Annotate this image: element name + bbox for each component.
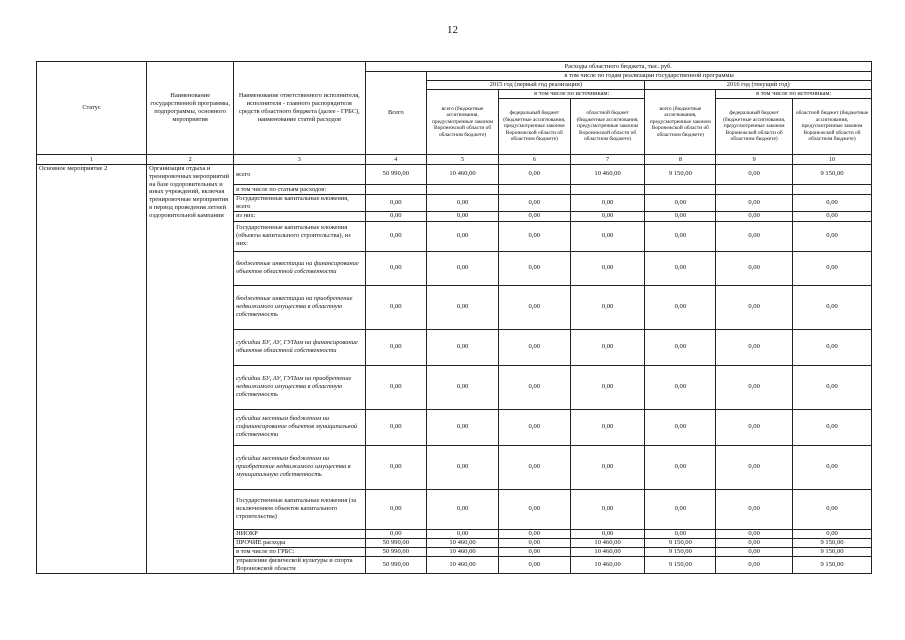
value-cell: 10 460,00 [427,165,499,185]
budget-table [36,61,872,574]
value-cell: 0,00 [645,529,716,538]
value-cell: 9 150,00 [645,547,716,556]
column-number: 1 [37,155,147,165]
column-number: 5 [427,155,499,165]
page-number: 12 [447,24,458,36]
value-cell: 0,00 [365,409,427,445]
value-cell: 0,00 [427,489,499,529]
value-cell: 0,00 [427,211,499,221]
row-label: ПРОЧИЕ расходы [234,538,365,547]
column-number: 7 [570,155,645,165]
value-cell: 0,00 [498,538,570,547]
value-cell: 0,00 [365,285,427,329]
header-2015-federal: федеральный бюджет (бюджетные ассигнования, предусмотренные законом Воронежской области об областном бюджете) [498,99,570,155]
value-cell: 0,00 [716,285,793,329]
value-cell: 0,00 [427,221,499,251]
column-number: 4 [365,155,427,165]
value-cell: 0,00 [365,445,427,489]
value-cell [365,185,427,195]
value-cell [570,185,645,195]
program-name-cell: Организация отдыха и тренировочных мероприятий на базе оздоровительных и иных учреждений, включая тренировочные мероприятия в период проведения летней оздоровительной кампании [147,165,234,574]
value-cell: 0,00 [716,329,793,365]
value-cell: 50 990,00 [365,547,427,556]
row-label: субсидии БУ, АУ, ГУПам на приобретение недвижимого имущества в областную собственность [234,365,365,409]
header-2016-regional: областной бюджет (бюджетные ассигнования, предусмотренные законом Воронежской области об областном бюджете) [793,99,872,155]
header-status: Статус [37,62,147,155]
value-cell: 9 150,00 [793,165,872,185]
row-label: бюджетные инвестиции на финансирование объектов областной собственности [234,251,365,285]
value-cell: 0,00 [716,221,793,251]
value-cell [716,185,793,195]
value-cell: 0,00 [716,529,793,538]
row-label: бюджетные инвестиции на приобретение недвижимого имущества в областную собственность [234,285,365,329]
header-executor: Наименование ответственного исполнителя, исполнителя - главного распорядителя средств областного бюджета (далее - ГРБС), наименование статей расходов [234,62,365,155]
header-2016-federal: федеральный бюджет (бюджетные ассигнования, предусмотренные законом Воронежской области об областном бюджете) [716,99,793,155]
value-cell: 10 460,00 [570,556,645,573]
header-total: Всего [365,72,427,155]
row-label: НИОКР [234,529,365,538]
row-label: субсидии местным бюджетам на софинансирование объектов муниципальной собственности [234,409,365,445]
value-cell: 0,00 [570,285,645,329]
value-cell: 0,00 [427,365,499,409]
column-number: 10 [793,155,872,165]
value-cell: 0,00 [645,489,716,529]
value-cell: 0,00 [645,195,716,212]
value-cell: 0,00 [793,529,872,538]
header-by-years: в том числе по годам реализации государственной программы [427,72,872,81]
table-row [37,165,872,185]
row-label: всего [234,165,365,185]
row-label: в том числе по ГРБС: [234,547,365,556]
value-cell: 10 460,00 [427,556,499,573]
column-number: 8 [645,155,716,165]
value-cell: 0,00 [645,211,716,221]
header-2015-regional: областной бюджет (бюджетные ассигнования, предусмотренные законом Воронежской области об областном бюджете) [570,99,645,155]
value-cell: 0,00 [716,195,793,212]
row-label: Государственные капитальные вложения (за исключением объектов капитального строительства) [234,489,365,529]
value-cell [427,185,499,195]
value-cell: 0,00 [570,195,645,212]
value-cell: 0,00 [365,529,427,538]
value-cell: 0,00 [716,538,793,547]
value-cell: 0,00 [645,409,716,445]
value-cell: 0,00 [498,556,570,573]
value-cell: 0,00 [570,489,645,529]
value-cell: 0,00 [427,251,499,285]
header-2016-total-alloc: всего (бюджетные ассигнования, предусмотренные законом Воронежской области об областном бюджете) [645,90,716,155]
value-cell: 0,00 [570,329,645,365]
value-cell: 50 990,00 [365,538,427,547]
value-cell: 9 150,00 [645,165,716,185]
value-cell: 0,00 [498,365,570,409]
value-cell: 9 150,00 [793,547,872,556]
value-cell: 9 150,00 [645,538,716,547]
value-cell: 0,00 [427,445,499,489]
value-cell: 0,00 [498,409,570,445]
column-number: 6 [498,155,570,165]
value-cell: 0,00 [570,409,645,445]
header-2016-sources: в том числе по источникам: [716,90,872,99]
value-cell: 0,00 [645,365,716,409]
column-number: 2 [147,155,234,165]
value-cell: 0,00 [716,365,793,409]
value-cell: 50 990,00 [365,556,427,573]
value-cell: 10 460,00 [427,547,499,556]
value-cell: 50 990,00 [365,165,427,185]
value-cell: 0,00 [793,329,872,365]
header-program-name: Наименование государственной программы, подпрограммы, основного мероприятия [147,62,234,155]
value-cell: 0,00 [498,445,570,489]
value-cell: 10 460,00 [427,538,499,547]
value-cell: 10 460,00 [570,547,645,556]
value-cell: 0,00 [570,365,645,409]
value-cell: 0,00 [570,221,645,251]
value-cell: 0,00 [716,409,793,445]
row-label: в том числе по статьям расходов: [234,185,365,195]
value-cell: 0,00 [570,211,645,221]
value-cell: 0,00 [716,211,793,221]
value-cell: 0,00 [793,365,872,409]
row-label: Государственные капитальные вложения, всего [234,195,365,212]
header-2015-total-alloc: всего (бюджетные ассигнования, предусмотренные законом Воронежской области об областном бюджете) [427,90,499,155]
value-cell [645,185,716,195]
value-cell: 0,00 [793,445,872,489]
value-cell: 0,00 [716,556,793,573]
value-cell: 0,00 [793,285,872,329]
value-cell: 0,00 [498,489,570,529]
row-label: субсидии местным бюджетам на приобретение недвижимого имущества в муниципальную собственность [234,445,365,489]
header-expenses-title: Расходы областного бюджета, тыс. руб. [365,62,872,72]
value-cell: 0,00 [793,409,872,445]
row-label: субсидии БУ, АУ, ГУПам на финансирование объектов областной собственности [234,329,365,365]
value-cell: 0,00 [498,165,570,185]
column-number: 3 [234,155,365,165]
value-cell: 0,00 [570,251,645,285]
value-cell: 0,00 [427,529,499,538]
value-cell: 0,00 [427,195,499,212]
value-cell: 0,00 [793,221,872,251]
value-cell: 0,00 [365,195,427,212]
value-cell: 10 460,00 [570,165,645,185]
value-cell: 0,00 [645,285,716,329]
value-cell: 0,00 [793,489,872,529]
status-cell: Основное мероприятие 2 [37,165,147,574]
value-cell [793,185,872,195]
value-cell: 0,00 [716,251,793,285]
value-cell: 0,00 [365,221,427,251]
header-year-2016: 2016 год (текущий год) [645,81,872,90]
header-year-2015: 2015 год (первый год реализации) [427,81,645,90]
value-cell: 0,00 [793,195,872,212]
value-cell: 0,00 [793,251,872,285]
header-2015-sources: в том числе по источникам: [498,90,645,99]
value-cell: 0,00 [427,409,499,445]
column-number: 9 [716,155,793,165]
value-cell: 0,00 [365,365,427,409]
value-cell: 10 460,00 [570,538,645,547]
value-cell: 0,00 [570,445,645,489]
value-cell: 9 150,00 [793,538,872,547]
value-cell: 0,00 [498,529,570,538]
value-cell: 0,00 [645,329,716,365]
value-cell: 0,00 [498,285,570,329]
value-cell: 0,00 [645,251,716,285]
value-cell: 0,00 [365,489,427,529]
value-cell: 0,00 [570,529,645,538]
value-cell: 0,00 [427,329,499,365]
value-cell: 0,00 [498,251,570,285]
value-cell: 0,00 [498,195,570,212]
value-cell: 0,00 [645,221,716,251]
value-cell: 0,00 [498,329,570,365]
value-cell: 0,00 [365,329,427,365]
value-cell: 0,00 [498,221,570,251]
row-label: управление физической культуры и спорта Воронежской области [234,556,365,573]
value-cell: 0,00 [365,251,427,285]
value-cell: 9 150,00 [793,556,872,573]
value-cell: 0,00 [716,489,793,529]
value-cell [498,185,570,195]
value-cell: 0,00 [793,211,872,221]
value-cell: 0,00 [716,445,793,489]
value-cell: 0,00 [498,211,570,221]
value-cell: 0,00 [716,547,793,556]
value-cell: 0,00 [427,285,499,329]
value-cell: 9 150,00 [645,556,716,573]
row-label: из них: [234,211,365,221]
value-cell: 0,00 [716,165,793,185]
value-cell: 0,00 [498,547,570,556]
value-cell: 0,00 [365,211,427,221]
row-label: Государственные капитальные вложения (объекты капитального строительства), из них: [234,221,365,251]
value-cell: 0,00 [645,445,716,489]
